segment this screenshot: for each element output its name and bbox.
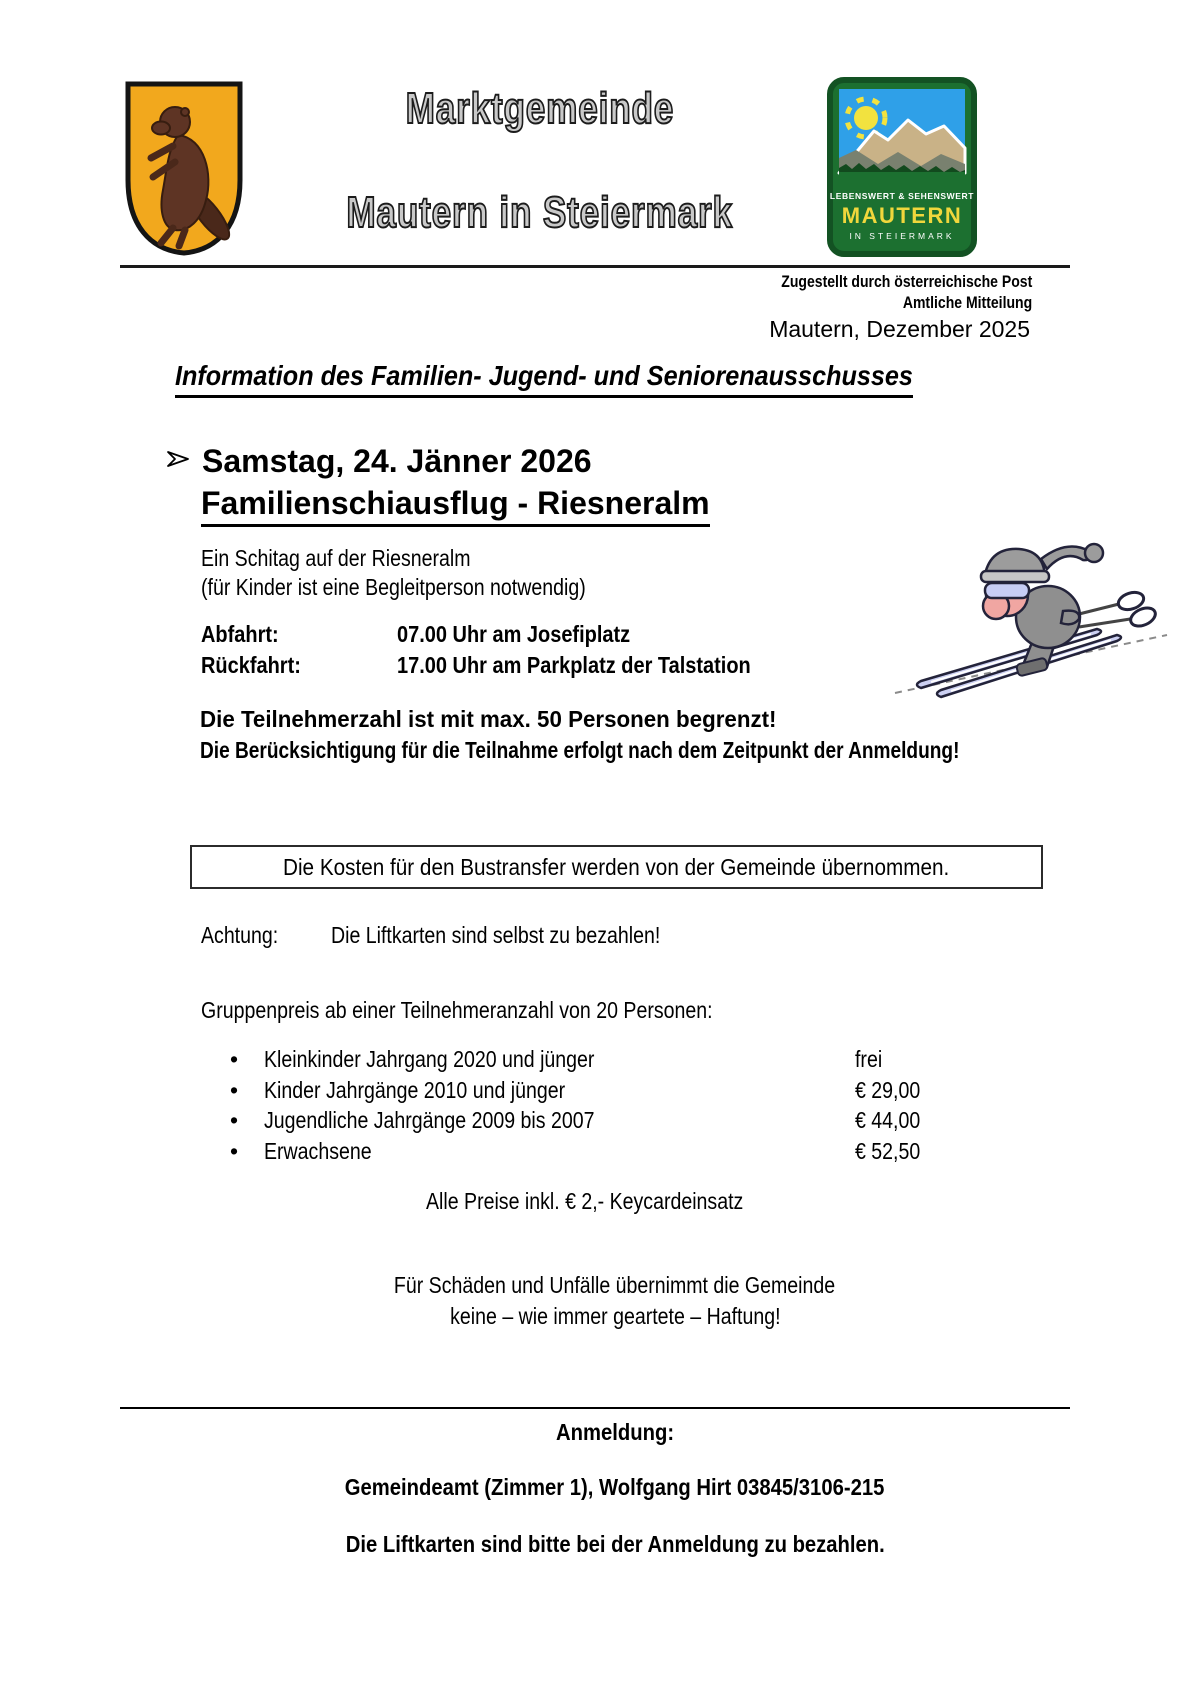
keycard-note: Alle Preise inkl. € 2,- Keycardeinsatz [426, 1188, 744, 1214]
event-title-line: Familienschiausflug - Riesneralm [201, 485, 710, 527]
dateline: Mautern, Dezember 2025 [769, 316, 1030, 342]
event-desc-line-1: Ein Schitag auf der Riesneralm [201, 545, 471, 571]
return-row [201, 650, 813, 681]
attention-label: Achtung: [201, 922, 279, 948]
registration-contact: Gemeindeamt (Zimmer 1), Wolfgang Hirt 03845/3106-215 [345, 1474, 885, 1500]
price-value: € 44,00 [855, 1107, 921, 1133]
bullet-icon: • [230, 1046, 239, 1072]
price-row [200, 1107, 1062, 1138]
liability-line-1: Für Schäden und Unfälle übernimmt die Gemeinde [394, 1272, 836, 1298]
header-divider [120, 265, 1070, 268]
coat-of-arms-beaver-icon [123, 80, 245, 257]
town-logo [826, 76, 978, 258]
liability-line-2: keine – wie immer geartete – Haftung! [449, 1303, 781, 1329]
arrow-bullet-icon [166, 446, 190, 472]
municipality-title [250, 84, 830, 238]
registration-payment-note: Die Liftkarten sind bitte bei der Anmeldung zu bezahlen. [345, 1531, 885, 1557]
postal-notice [737, 272, 1032, 314]
price-value: € 29,00 [855, 1076, 921, 1103]
registration-heading: Anmeldung: [555, 1419, 675, 1445]
price-row [200, 1046, 1062, 1077]
title-line-1: Marktgemeinde [405, 84, 675, 133]
group-price-intro: Gruppenpreis ab einer Teilnehmeranzahl von 20 Personen: [201, 997, 713, 1023]
bullet-icon: • [230, 1137, 239, 1164]
price-list [200, 1046, 1062, 1168]
logo-subtitle: IN STEIERMARK [849, 231, 955, 241]
event-date-line [166, 443, 592, 480]
title-line-2: Mautern in Steiermark [346, 188, 734, 237]
price-label: Kinder Jahrgänge 2010 und jünger [264, 1076, 566, 1103]
liability-disclaimer [95, 1270, 1135, 1332]
logo-tagline: LEBENSWERT & SEHENSWERT [829, 191, 975, 201]
return-label: Rückfahrt: [201, 652, 301, 678]
committee-heading: Information des Familien- Jugend- und Seniorenausschusses [175, 360, 995, 398]
attention-row [201, 922, 718, 949]
postal-line-2: Amtliche Mitteilung [902, 294, 1032, 312]
price-label: Jugendliche Jahrgänge 2009 bis 2007 [264, 1107, 595, 1133]
price-label: Erwachsene [264, 1137, 372, 1164]
footer-divider [120, 1407, 1070, 1409]
event-date-text: Samstag, 24. Jänner 2026 [202, 443, 592, 479]
departure-row [201, 619, 813, 650]
departure-value: 07.00 Uhr am Josefiplatz [397, 621, 631, 647]
price-row [200, 1138, 1062, 1169]
price-value: € 52,50 [855, 1137, 921, 1164]
postal-line-1: Zugestellt durch österreichische Post [781, 273, 1032, 291]
logo-name: MAUTERN [841, 203, 963, 228]
attention-text: Die Liftkarten sind selbst zu bezahlen! [331, 922, 661, 948]
return-value: 17.00 Uhr am Parkplatz der Talstation [397, 652, 751, 678]
bullet-icon: • [230, 1107, 239, 1133]
bullet-icon: • [230, 1076, 239, 1103]
skier-clipart [885, 515, 1185, 705]
departure-label: Abfahrt: [201, 621, 279, 647]
bus-cost-box: Die Kosten für den Bustransfer werden von der Gemeinde übernommen. [190, 845, 1043, 889]
event-schedule [201, 619, 813, 681]
participant-limit-line: Die Teilnehmerzahl ist mit max. 50 Personen begrenzt! [200, 706, 777, 732]
price-row [200, 1077, 1062, 1108]
price-label: Kleinkinder Jahrgang 2020 und jünger [264, 1046, 595, 1072]
event-description [201, 544, 654, 602]
price-value: frei [855, 1046, 883, 1072]
registration-order-line: Die Berücksichtigung für die Teilnahme erfolgt nach dem Zeitpunkt der Anmeldung! [200, 737, 960, 763]
event-desc-line-2: (für Kinder ist eine Begleitperson notwendig) [201, 574, 586, 600]
